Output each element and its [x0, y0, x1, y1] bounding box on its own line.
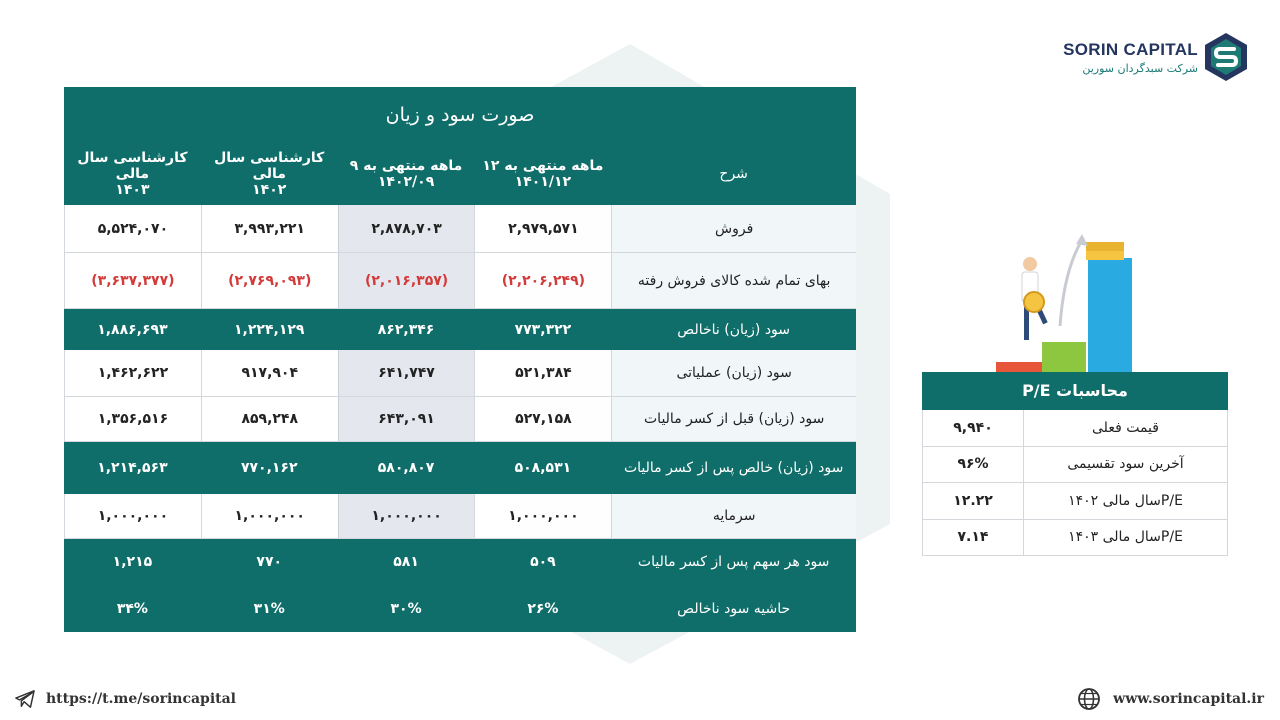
globe-icon [1077, 687, 1101, 711]
table-row: سود (زیان) خالص پس از کسر مالیات ۵۰۸,۵۳۱ ۵۸۰,۸۰۷ ۷۷۰,۱۶۲ ۱,۲۱۴,۵۶۳ [64, 442, 856, 494]
growth-illustration [990, 230, 1150, 372]
brand-subtitle: شرکت سبدگردان سورین [1082, 61, 1198, 75]
pe-table [922, 372, 1228, 556]
pe-row: P/Eسال مالی ۱۴۰۳ ۷.۱۴ [922, 520, 1228, 557]
table-row: بهای تمام شده کالای فروش رفته (۲,۲۰۶,۲۴۹) (۲,۰۱۶,۳۵۷) (۲,۷۶۹,۰۹۳) (۳,۶۳۷,۳۷۷) [64, 253, 856, 309]
table-row: سود (زیان) ناخالص ۷۷۳,۳۲۲ ۸۶۲,۳۴۶ ۱,۲۲۴,۱۲۹ ۱,۸۸۶,۶۹۳ [64, 309, 856, 350]
brand-hexagon-icon [1204, 32, 1248, 82]
table-row: فروش ۲,۹۷۹,۵۷۱ ۲,۸۷۸,۷۰۳ ۳,۹۹۳,۲۲۱ ۵,۵۲۴,۰۷۰ [64, 205, 856, 253]
website-link[interactable] [1077, 687, 1264, 711]
table-row: سود هر سهم پس از کسر مالیات ۵۰۹ ۵۸۱ ۷۷۰ ۱,۲۱۵ [64, 539, 856, 585]
header-col3: کارشناسی سال مالی ۱۴۰۲ [214, 150, 325, 198]
pe-title: محاسبات P/E [922, 372, 1228, 410]
pe-row: آخرین سود تقسیمی ۹۶% [922, 447, 1228, 484]
income-statement-table [64, 87, 856, 632]
table-header-row [64, 143, 856, 205]
header-description: شرح [719, 166, 748, 182]
table-row: سرمایه ۱,۰۰۰,۰۰۰ ۱,۰۰۰,۰۰۰ ۱,۰۰۰,۰۰۰ ۱,۰۰۰,۰۰۰ [64, 494, 856, 539]
table-row: سود (زیان) عملیاتی ۵۲۱,۳۸۴ ۶۴۱,۷۴۷ ۹۱۷,۹۰۴ ۱,۴۶۲,۶۲۲ [64, 350, 856, 397]
header-col4: کارشناسی سال مالی ۱۴۰۳ [77, 150, 188, 198]
table-row: سود (زیان) قبل از کسر مالیات ۵۲۷,۱۵۸ ۶۴۳,۰۹۱ ۸۵۹,۲۴۸ ۱,۳۵۶,۵۱۶ [64, 397, 856, 442]
header-col2: ۹ ماهه منتهی به ۱۴۰۲/۰۹ [349, 158, 463, 190]
telegram-link[interactable] [14, 689, 236, 709]
pe-row: قیمت فعلی ۹,۹۴۰ [922, 410, 1228, 447]
brand-name: SORIN CAPITAL [1063, 39, 1198, 59]
table-row: حاشیه سود ناخالص ۲۶% ۳۰% ۳۱% ۳۴% [64, 585, 856, 632]
pe-row: P/Eسال مالی ۱۴۰۲ ۱۲.۲۲ [922, 483, 1228, 520]
telegram-icon [14, 689, 36, 709]
telegram-url: https://t.me/sorincapital [46, 691, 237, 707]
header-col1: ۱۲ ماهه منتهی به ۱۴۰۱/۱۲ [482, 158, 604, 190]
income-statement-title: صورت سود و زیان [64, 87, 856, 143]
brand-logo [1063, 32, 1248, 82]
website-url: www.sorincapital.ir [1113, 691, 1264, 707]
